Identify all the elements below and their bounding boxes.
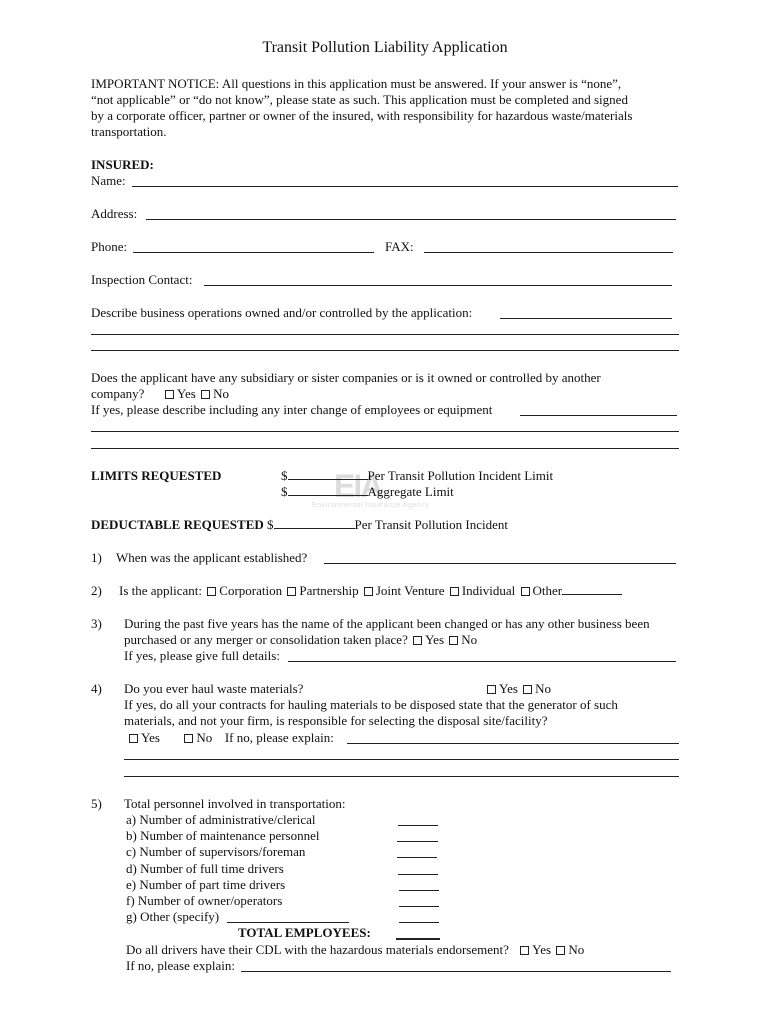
inspection-contact-label: Inspection Contact: — [91, 272, 193, 287]
insured-heading: INSURED: — [91, 157, 154, 172]
dollar-sign: $ — [281, 484, 288, 499]
q4-number: 4) — [91, 681, 102, 696]
inspection-contact-field[interactable] — [204, 285, 672, 286]
corporation-checkbox[interactable] — [207, 587, 216, 596]
cdl-explain-field[interactable] — [241, 971, 671, 972]
q4-explain-line-2[interactable] — [124, 759, 679, 760]
q3-row — [124, 632, 477, 647]
describe-operations-line-3[interactable] — [91, 350, 679, 351]
owner-operators-field[interactable] — [399, 906, 439, 907]
per-incident-limit-label: Per Transit Pollution Incident Limit — [367, 468, 554, 483]
admin-clerical-field[interactable] — [398, 825, 438, 826]
aggregate-limit-field[interactable] — [288, 484, 368, 496]
q4-contract-no-label: No — [196, 730, 213, 745]
total-employees-label: TOTAL EMPLOYEES: — [238, 925, 371, 940]
q4-text-line-1: Do you ever haul waste materials? — [124, 681, 304, 696]
individual-checkbox[interactable] — [450, 587, 459, 596]
limits-heading: LIMITS REQUESTED — [91, 468, 222, 483]
notice-line-1: IMPORTANT NOTICE: All questions in this application must be answered. If your answer is “none”, — [91, 76, 622, 91]
q4-explain-line-3[interactable] — [124, 776, 679, 777]
subsidiary-question: Does the applicant have any subsidiary or sister companies or is it owned or controlled by another — [91, 370, 601, 385]
q5-number: 5) — [91, 796, 102, 811]
q3-no-label: No — [461, 632, 478, 647]
q2-text: Is the applicant: — [119, 583, 203, 598]
q3-yes-label: Yes — [425, 632, 445, 647]
phone-label: Phone: — [91, 239, 128, 254]
q4-explain-label: If no, please explain: — [224, 730, 334, 745]
q4-followup-row — [127, 730, 334, 745]
subsidiary-describe-field[interactable] — [520, 415, 677, 416]
describe-operations-label: Describe business operations owned and/or controlled by the application: — [91, 305, 473, 320]
cdl-yes-checkbox[interactable] — [520, 946, 529, 955]
established-field[interactable] — [324, 563, 676, 564]
address-field[interactable] — [146, 219, 676, 220]
watermark-mark: EIA — [334, 468, 382, 504]
q4-yes-label: Yes — [499, 681, 518, 696]
admin-clerical-label: a) Number of administrative/clerical — [126, 812, 316, 827]
other-label: Other — [532, 583, 563, 598]
cdl-no-label: No — [568, 942, 585, 957]
q3-details-field[interactable] — [288, 661, 676, 662]
notice-line-2: “not applicable” or “do not know”, please state as such. This application must be completed and signed — [91, 92, 628, 107]
q4-no-label: No — [535, 681, 552, 696]
q3-no-checkbox[interactable] — [449, 636, 458, 645]
corporation-label: Corporation — [219, 583, 283, 598]
part-time-drivers-label: e) Number of part time drivers — [126, 877, 286, 892]
q4-contract-no-checkbox[interactable] — [184, 734, 193, 743]
q4-explain-field[interactable] — [347, 743, 679, 744]
partnership-label: Partnership — [299, 583, 359, 598]
subsidiary-no-checkbox[interactable] — [201, 390, 210, 399]
cdl-question: Do all drivers have their CDL with the hazardous materials endorsement? — [126, 942, 509, 957]
dollar-sign: $ — [267, 517, 274, 532]
per-incident-limit-row — [281, 468, 553, 483]
q1-number: 1) — [91, 550, 102, 565]
joint-venture-label: Joint Venture — [375, 583, 445, 598]
phone-field[interactable] — [133, 252, 374, 253]
name-field[interactable] — [132, 186, 678, 187]
deductable-label: Per Transit Pollution Incident — [354, 517, 509, 532]
partnership-checkbox[interactable] — [287, 587, 296, 596]
describe-operations-field[interactable] — [500, 318, 672, 319]
deductable-row — [91, 517, 508, 532]
q2-row — [119, 583, 622, 598]
notice-line-4: transportation. — [91, 124, 167, 139]
page-title: Transit Pollution Liability Application — [262, 39, 508, 56]
q4-text-line-3: materials, and not your firm, is responsible for selecting the disposal site/facility? — [124, 713, 548, 728]
other-specify-label: g) Other (specify) — [126, 909, 220, 924]
name-label: Name: — [91, 173, 126, 188]
subsidiary-question-tail: company? — [91, 386, 145, 401]
individual-label: Individual — [461, 583, 516, 598]
subsidiary-describe-line-2[interactable] — [91, 431, 679, 432]
other-personnel-count-field[interactable] — [399, 922, 439, 923]
aggregate-limit-label: Aggregate Limit — [367, 484, 454, 499]
part-time-drivers-field[interactable] — [399, 890, 439, 891]
q5-heading: Total personnel involved in transportation: — [124, 796, 346, 811]
other-specify-field[interactable] — [562, 583, 622, 595]
address-label: Address: — [91, 206, 138, 221]
fax-field[interactable] — [424, 252, 673, 253]
watermark-text: Environmental Insurance Agency — [312, 502, 430, 509]
describe-operations-line-2[interactable] — [91, 334, 679, 335]
other-checkbox[interactable] — [521, 587, 530, 596]
deductable-field[interactable] — [274, 517, 355, 529]
q3-text-line-2: purchased or any merger or consolidation taken place? — [124, 632, 408, 647]
cdl-row — [126, 942, 584, 957]
q4-contract-yes-label: Yes — [141, 730, 160, 745]
notice-line-3: by a corporate officer, partner or owner of the insured, with responsibility for hazardous waste/materials — [91, 108, 633, 123]
subsidiary-describe-line-3[interactable] — [91, 448, 679, 449]
maintenance-label: b) Number of maintenance personnel — [126, 828, 320, 843]
cdl-no-checkbox[interactable] — [556, 946, 565, 955]
q4-contract-yes-checkbox[interactable] — [129, 734, 138, 743]
per-incident-limit-field[interactable] — [288, 468, 368, 480]
supervisors-label: c) Number of supervisors/foreman — [126, 844, 306, 859]
subsidiary-yes-checkbox[interactable] — [165, 390, 174, 399]
other-specify-personnel-field[interactable] — [227, 922, 349, 923]
cdl-yes-label: Yes — [532, 942, 552, 957]
q4-options — [485, 681, 551, 696]
q3-number: 3) — [91, 616, 102, 631]
fax-label: FAX: — [385, 239, 414, 254]
subsidiary-ifyes-label: If yes, please describe including any inter change of employees or equipment — [91, 402, 493, 417]
subsidiary-yes-label: Yes — [176, 386, 196, 401]
subsidiary-no-label: No — [213, 386, 229, 401]
total-employees-field[interactable] — [396, 938, 440, 940]
q4-text-line-2: If yes, do all your contracts for hauling materials to be disposed state that the generator of such — [124, 697, 618, 712]
q2-number: 2) — [91, 583, 102, 598]
full-time-drivers-field[interactable] — [398, 874, 438, 875]
dollar-sign: $ — [281, 468, 288, 483]
supervisors-field[interactable] — [397, 857, 437, 858]
full-time-drivers-label: d) Number of full time drivers — [126, 861, 284, 876]
joint-venture-checkbox[interactable] — [364, 587, 373, 596]
q4-no-checkbox[interactable] — [523, 685, 532, 694]
q3-details-label: If yes, please give full details: — [124, 648, 280, 663]
q4-yes-checkbox[interactable] — [487, 685, 496, 694]
aggregate-limit-row — [281, 484, 454, 499]
deductable-heading: DEDUCTABLE REQUESTED — [91, 517, 264, 532]
owner-operators-label: f) Number of owner/operators — [126, 893, 283, 908]
q3-yes-checkbox[interactable] — [413, 636, 422, 645]
q1-text: When was the applicant established? — [116, 550, 308, 565]
subsidiary-question-line-2 — [91, 386, 229, 401]
q3-text-line-1: During the past five years has the name of the applicant been changed or has any other business been — [124, 616, 650, 631]
maintenance-field[interactable] — [397, 841, 438, 842]
cdl-explain-label: If no, please explain: — [126, 958, 236, 973]
